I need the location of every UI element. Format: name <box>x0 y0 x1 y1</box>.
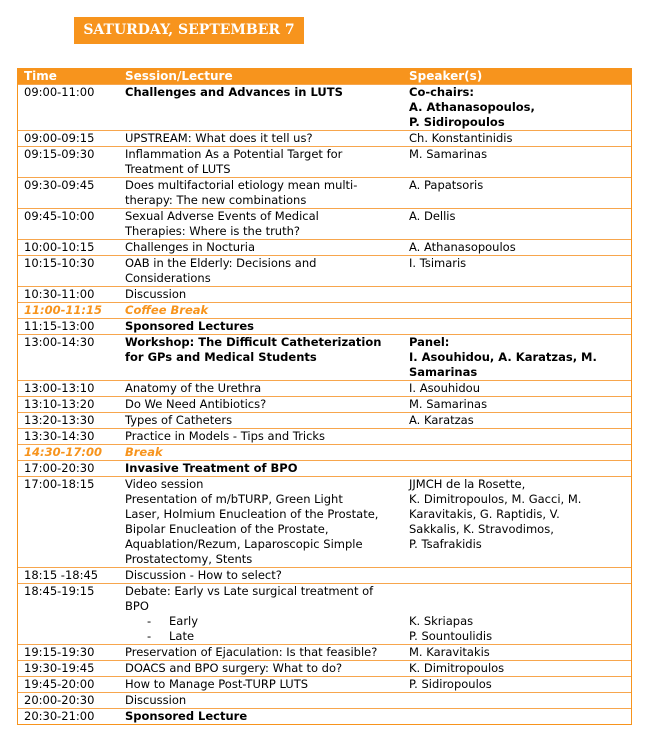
speaker-line: K. Dimitropoulos <box>409 661 505 675</box>
row-session <box>119 677 403 692</box>
table-row <box>18 396 631 412</box>
table-row <box>18 428 631 444</box>
row-speaker <box>403 303 631 318</box>
speaker-line: A. Athanasopoulos, <box>409 100 535 114</box>
row-session <box>119 381 403 396</box>
table-row <box>18 676 631 692</box>
speaker-line: A. Papatsoris <box>409 178 484 192</box>
row-speaker <box>403 287 631 302</box>
session-line: Inflammation As a Potential Target for <box>125 147 343 161</box>
speaker-line: JJMCH de la Rosette, <box>409 477 526 491</box>
session-line: Challenges in Nocturia <box>125 240 256 254</box>
row-speaker <box>403 568 631 583</box>
speaker-line: P. Sidiropoulos <box>409 115 505 129</box>
row-session <box>119 256 403 286</box>
header-time: Time <box>24 69 57 83</box>
row-speaker <box>403 335 631 380</box>
table-row <box>18 692 631 708</box>
row-session <box>119 287 403 302</box>
bullet-dash: - <box>147 629 152 643</box>
table-row <box>18 255 631 286</box>
row-speaker <box>403 477 631 567</box>
session-line: Prostatectomy, Stents <box>125 552 253 566</box>
session-line: How to Manage Post-TURP LUTS <box>125 677 309 691</box>
speaker-line: P. Sountoulidis <box>409 629 493 643</box>
speaker-line: Panel: <box>409 335 450 349</box>
speaker-line: A. Athanasopoulos <box>409 240 516 254</box>
table-row <box>18 708 631 724</box>
row-time: 11:15-13:00 <box>24 319 95 333</box>
row-speaker <box>403 209 631 239</box>
debate-option <box>125 614 403 629</box>
session-line: Does multifactorial etiology mean multi- <box>125 178 358 192</box>
row-speaker <box>403 461 631 476</box>
row-session <box>119 661 403 676</box>
session-line: Invasive Treatment of BPO <box>125 461 298 475</box>
session-line: Laser, Holmium Enucleation of the Prostate, <box>125 507 379 521</box>
table-row <box>18 84 631 130</box>
table-row <box>18 583 631 644</box>
row-speaker <box>403 381 631 396</box>
speaker-line: K. Skriapas <box>409 614 474 628</box>
session-line: Therapies: Where is the truth? <box>125 224 300 238</box>
schedule-table <box>17 68 632 725</box>
row-session <box>119 461 403 476</box>
session-line: Sponsored Lectures <box>125 319 254 333</box>
row-time: 19:15-19:30 <box>24 645 95 659</box>
speaker-line: I. Asouhidou <box>409 381 480 395</box>
session-line: Discussion <box>125 287 187 301</box>
row-time: 13:10-13:20 <box>24 397 95 411</box>
session-line: Coffee Break <box>125 303 209 317</box>
session-line: Preservation of Ejaculation: Is that feasible? <box>125 645 378 659</box>
session-line: Challenges and Advances in LUTS <box>125 85 343 99</box>
row-session <box>119 147 403 177</box>
table-row <box>18 302 631 318</box>
speaker-line: I. Tsimaris <box>409 256 467 270</box>
header-speaker: Speaker(s) <box>409 69 483 83</box>
row-speaker <box>403 677 631 692</box>
row-time: 09:30-09:45 <box>24 178 95 192</box>
session-line: Anatomy of the Urethra <box>125 381 262 395</box>
row-session <box>119 709 403 724</box>
session-line: BPO <box>125 599 149 613</box>
session-line: Bipolar Enucleation of the Prostate, <box>125 522 329 536</box>
session-line: Break <box>125 445 163 459</box>
table-row <box>18 318 631 334</box>
speaker-line: K. Dimitropoulos, M. Gacci, M. <box>409 492 582 506</box>
session-line: DOACS and BPO surgery: What to do? <box>125 661 343 675</box>
session-line: Do We Need Antibiotics? <box>125 397 267 411</box>
session-line: Treatment of LUTS <box>125 162 231 176</box>
table-row <box>18 286 631 302</box>
row-speaker <box>403 693 631 708</box>
session-line: Aquablation/Rezum, Laparoscopic Simple <box>125 537 363 551</box>
row-speaker <box>403 240 631 255</box>
session-line: Video session <box>125 477 204 491</box>
table-row <box>18 130 631 146</box>
row-session <box>119 319 403 334</box>
row-speaker <box>403 661 631 676</box>
speaker-line: Ch. Konstantinidis <box>409 131 513 145</box>
session-line: Discussion - How to select? <box>125 568 282 582</box>
speaker-line <box>409 584 625 599</box>
session-line: OAB in the Elderly: Decisions and <box>125 256 317 270</box>
row-speaker <box>403 645 631 660</box>
row-session <box>119 85 403 130</box>
speaker-line <box>409 599 625 614</box>
session-line: Sexual Adverse Events of Medical <box>125 209 319 223</box>
row-speaker <box>403 319 631 334</box>
row-time: 20:00-20:30 <box>24 693 95 707</box>
row-session <box>119 131 403 146</box>
speaker-line: M. Samarinas <box>409 397 488 411</box>
speaker-line: M. Karavitakis <box>409 645 490 659</box>
row-session <box>119 240 403 255</box>
table-row <box>18 146 631 177</box>
row-time: 20:30-21:00 <box>24 709 95 723</box>
row-session <box>119 429 403 444</box>
session-line: therapy: The new combinations <box>125 193 307 207</box>
row-time: 13:00-13:10 <box>24 381 95 395</box>
row-session <box>119 397 403 412</box>
row-time: 09:15-09:30 <box>24 147 95 161</box>
row-session <box>119 645 403 660</box>
session-line: Discussion <box>125 693 187 707</box>
row-time: 09:00-09:15 <box>24 131 95 145</box>
speaker-line: Co-chairs: <box>409 85 474 99</box>
session-line: Workshop: The Difficult Catheterization <box>125 335 382 349</box>
table-row <box>18 208 631 239</box>
row-speaker <box>403 397 631 412</box>
row-speaker <box>403 256 631 286</box>
row-session <box>119 477 403 567</box>
row-session <box>119 209 403 239</box>
debate-option <box>125 629 403 644</box>
row-time: 14:30-17:00 <box>24 445 102 459</box>
row-time: 10:00-10:15 <box>24 240 95 254</box>
session-line: Presentation of m/bTURP, Green Light <box>125 492 343 506</box>
row-speaker <box>403 147 631 177</box>
day-banner: SATURDAY, SEPTEMBER 7 <box>74 17 304 44</box>
row-speaker <box>403 445 631 460</box>
row-session <box>119 568 403 583</box>
speaker-line: Sakkalis, K. Stravodimos, <box>409 522 554 536</box>
row-speaker <box>403 85 631 130</box>
table-row <box>18 412 631 428</box>
speaker-line: A. Dellis <box>409 209 456 223</box>
row-time: 18:15 -18:45 <box>24 568 99 582</box>
row-time: 10:15-10:30 <box>24 256 95 270</box>
table-row <box>18 444 631 460</box>
bullet-dash: - <box>147 614 152 628</box>
speaker-line: P. Sidiropoulos <box>409 677 492 691</box>
table-row <box>18 460 631 476</box>
row-time: 17:00-20:30 <box>24 461 95 475</box>
row-speaker <box>403 413 631 428</box>
row-time: 19:45-20:00 <box>24 677 95 691</box>
speaker-line: P. Tsafrakidis <box>409 537 482 551</box>
row-session <box>119 335 403 380</box>
row-time: 13:30-14:30 <box>24 429 95 443</box>
table-row <box>18 239 631 255</box>
speaker-line: I. Asouhidou, A. Karatzas, M. <box>409 350 597 364</box>
session-line: Types of Catheters <box>125 413 233 427</box>
row-time: 13:00-14:30 <box>24 335 95 349</box>
row-time: 09:45-10:00 <box>24 209 95 223</box>
row-session <box>119 693 403 708</box>
row-speaker <box>403 178 631 208</box>
row-session <box>119 584 403 644</box>
table-row <box>18 660 631 676</box>
table-row <box>18 644 631 660</box>
row-session <box>119 413 403 428</box>
session-line: Practice in Models - Tips and Tricks <box>125 429 326 443</box>
speaker-line: M. Samarinas <box>409 147 488 161</box>
speaker-line: Karavitakis, G. Raptidis, V. <box>409 507 560 521</box>
row-speaker <box>403 429 631 444</box>
session-line: UPSTREAM: What does it tell us? <box>125 131 313 145</box>
header-session: Session/Lecture <box>125 69 233 83</box>
table-row <box>18 334 631 380</box>
row-time: 17:00-18:15 <box>24 477 95 491</box>
speaker-line: A. Karatzas <box>409 413 474 427</box>
row-time: 18:45-19:15 <box>24 584 95 598</box>
row-time: 10:30-11:00 <box>24 287 95 301</box>
row-session <box>119 303 403 318</box>
table-header <box>18 69 631 84</box>
session-line: Debate: Early vs Late surgical treatment of <box>125 584 374 598</box>
session-line: Considerations <box>125 271 211 285</box>
row-speaker <box>403 131 631 146</box>
row-session <box>119 178 403 208</box>
row-speaker <box>403 584 631 644</box>
row-time: 09:00-11:00 <box>24 85 95 99</box>
row-time: 19:30-19:45 <box>24 661 95 675</box>
debate-option-label: Early <box>169 614 199 628</box>
table-row <box>18 380 631 396</box>
row-session <box>119 445 403 460</box>
speaker-line: Samarinas <box>409 365 478 379</box>
session-line: for GPs and Medical Students <box>125 350 317 364</box>
row-time: 11:00-11:15 <box>24 303 102 317</box>
table-row <box>18 476 631 567</box>
row-time: 13:20-13:30 <box>24 413 95 427</box>
debate-option-label: Late <box>169 629 195 643</box>
table-row <box>18 567 631 583</box>
session-line: Sponsored Lecture <box>125 709 248 723</box>
row-speaker <box>403 709 631 724</box>
table-row <box>18 177 631 208</box>
